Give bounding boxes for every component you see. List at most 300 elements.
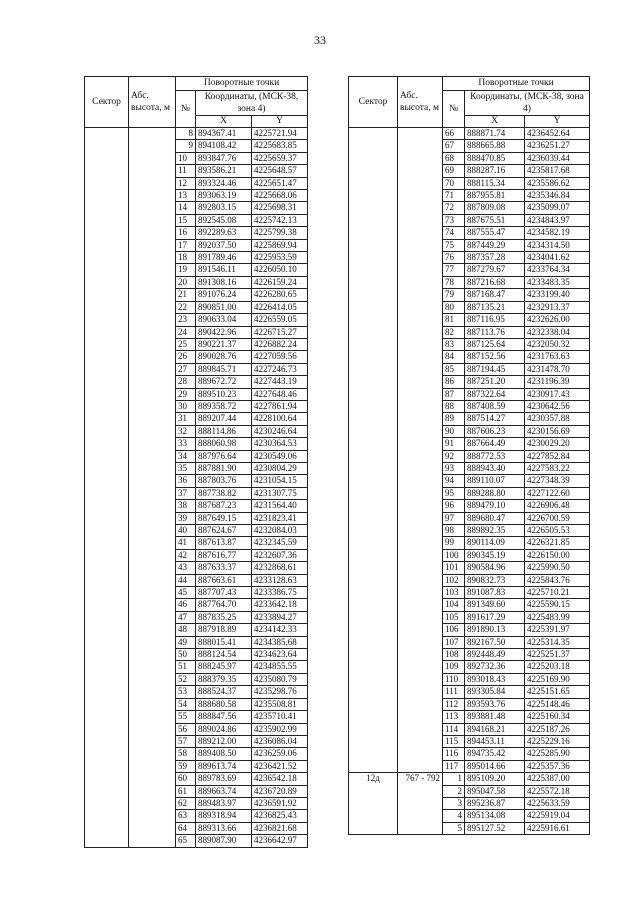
coord-y: 4235817.68: [525, 165, 590, 177]
coord-x: 890584.96: [465, 562, 525, 574]
coord-x: 887555.47: [465, 227, 525, 239]
coord-x: 887357.28: [465, 252, 525, 264]
coord-x: 888115.34: [465, 177, 525, 189]
coord-y: 4236039.44: [525, 152, 590, 164]
coord-x: 890345.19: [465, 549, 525, 561]
point-number: 77: [443, 264, 465, 276]
point-number: 64: [176, 822, 196, 834]
coord-x: 889024.86: [196, 723, 252, 735]
coord-y: 4225799.38: [252, 227, 308, 239]
coord-y: 4233128.63: [252, 574, 308, 586]
point-number: 58: [176, 748, 196, 760]
coord-x: 895047.58: [465, 785, 525, 797]
header-turning-points: Поворотные точки: [176, 77, 308, 91]
point-number: 91: [443, 438, 465, 450]
coord-x: 888847.56: [196, 711, 252, 723]
coord-x: 889207.44: [196, 413, 252, 425]
point-number: 81: [443, 314, 465, 326]
coord-x: 893018.43: [465, 673, 525, 685]
coord-y: 4234855.55: [252, 661, 308, 673]
point-number: 102: [443, 574, 465, 586]
coord-y: 4235710.41: [252, 711, 308, 723]
coord-y: 4225572.18: [525, 785, 590, 797]
point-number: 72: [443, 202, 465, 214]
coord-x: 890851.00: [196, 301, 252, 313]
coord-y: 4232626.00: [525, 314, 590, 326]
coord-y: 4226414.05: [252, 301, 308, 313]
coord-y: 4236452.64: [525, 128, 590, 140]
coord-y: 4227648.46: [252, 388, 308, 400]
coord-y: 4226882.24: [252, 338, 308, 350]
coord-y: 4236542.18: [252, 773, 308, 785]
point-number: 12: [176, 177, 196, 189]
point-number: 1: [443, 773, 465, 785]
coord-x: 888470.85: [465, 152, 525, 164]
coord-x: 887803.76: [196, 475, 252, 487]
coord-x: 891890.13: [465, 624, 525, 636]
coord-y: 4227059.56: [252, 351, 308, 363]
point-number: 3: [443, 797, 465, 809]
point-number: 19: [176, 264, 196, 276]
coord-y: 4227861.94: [252, 400, 308, 412]
coord-y: 4230549.06: [252, 450, 308, 462]
coord-x: 892545.08: [196, 214, 252, 226]
point-number: 61: [176, 785, 196, 797]
coord-y: 4226321.85: [525, 537, 590, 549]
coord-x: 887135.21: [465, 301, 525, 313]
coord-y: 4234582.19: [525, 227, 590, 239]
point-number: 107: [443, 636, 465, 648]
coord-y: 4230029.20: [525, 438, 590, 450]
coord-y: 4228100.64: [252, 413, 308, 425]
coord-y: 4225391.97: [525, 624, 590, 636]
coord-y: 4235346.84: [525, 190, 590, 202]
coord-x: 887116.95: [465, 314, 525, 326]
coord-y: 4225651.47: [252, 177, 308, 189]
coord-y: 4225169.90: [525, 673, 590, 685]
coord-y: 4235508.81: [252, 698, 308, 710]
point-number: 36: [176, 475, 196, 487]
point-number: 87: [443, 388, 465, 400]
coord-x: 894168.21: [465, 723, 525, 735]
header-y: Y: [252, 116, 308, 128]
coord-y: 4233764.34: [525, 264, 590, 276]
point-number: 52: [176, 673, 196, 685]
coord-x: 889087.90: [196, 835, 252, 847]
point-number: 29: [176, 388, 196, 400]
coord-x: 888287.16: [465, 165, 525, 177]
point-number: 57: [176, 735, 196, 747]
point-number: 71: [443, 190, 465, 202]
point-number: 95: [443, 487, 465, 499]
point-number: 30: [176, 400, 196, 412]
abs-height-cell: [398, 128, 443, 773]
point-number: 93: [443, 462, 465, 474]
coord-y: 4225357.36: [525, 760, 590, 772]
coord-x: 891087.83: [465, 587, 525, 599]
point-number: 42: [176, 549, 196, 561]
point-number: 32: [176, 425, 196, 437]
coord-x: 891349.60: [465, 599, 525, 611]
header-number: №: [176, 91, 196, 128]
point-number: 18: [176, 252, 196, 264]
point-number: 28: [176, 376, 196, 388]
coord-x: 890221.37: [196, 338, 252, 350]
coord-x: 893847.76: [196, 152, 252, 164]
coord-y: 4234041.62: [525, 252, 590, 264]
point-number: 37: [176, 487, 196, 499]
point-number: 114: [443, 723, 465, 735]
coord-x: 889313.66: [196, 822, 252, 834]
coord-x: 887216.68: [465, 276, 525, 288]
point-number: 84: [443, 351, 465, 363]
coord-y: 4225742.13: [252, 214, 308, 226]
coord-x: 887606.23: [465, 425, 525, 437]
point-number: 2: [443, 785, 465, 797]
coord-x: 887633.37: [196, 562, 252, 574]
point-number: 44: [176, 574, 196, 586]
coord-y: 4235902.99: [252, 723, 308, 735]
point-number: 101: [443, 562, 465, 574]
point-number: 117: [443, 760, 465, 772]
coord-y: 4226159.24: [252, 276, 308, 288]
coord-y: 4233483.35: [525, 276, 590, 288]
coord-x: 891076.24: [196, 289, 252, 301]
coord-y: 4225919.04: [525, 810, 590, 822]
coord-x: 892448.49: [465, 649, 525, 661]
coord-x: 888060.98: [196, 438, 252, 450]
coord-x: 891308.16: [196, 276, 252, 288]
coord-x: 890832.73: [465, 574, 525, 586]
coord-x: 888379.35: [196, 673, 252, 685]
point-number: 88: [443, 400, 465, 412]
coord-x: 889483.97: [196, 797, 252, 809]
coord-y: 4236720.89: [252, 785, 308, 797]
coord-y: 4225869.94: [252, 239, 308, 251]
coord-y: 4227246.73: [252, 363, 308, 375]
coord-y: 4231823.41: [252, 512, 308, 524]
point-number: 60: [176, 773, 196, 785]
coord-x: 887168.47: [465, 289, 525, 301]
point-number: 78: [443, 276, 465, 288]
header-turning-points: Поворотные точки: [443, 77, 590, 91]
coord-y: 4225683.85: [252, 140, 308, 152]
coord-x: 887764.70: [196, 599, 252, 611]
point-number: 55: [176, 711, 196, 723]
point-number: 86: [443, 376, 465, 388]
page-number: 33: [314, 33, 326, 47]
coord-x: 887649.15: [196, 512, 252, 524]
coord-y: 4225148.46: [525, 698, 590, 710]
coord-x: 889358.72: [196, 400, 252, 412]
header-abs-height: Абс. высота, м: [398, 77, 443, 128]
coord-x: 888665.88: [465, 140, 525, 152]
point-number: 110: [443, 673, 465, 685]
coord-x: 889110.07: [465, 475, 525, 487]
coord-y: 4230642.56: [525, 400, 590, 412]
coord-x: 887279.67: [465, 264, 525, 276]
coord-x: 887664.49: [465, 438, 525, 450]
point-number: 74: [443, 227, 465, 239]
point-number: 73: [443, 214, 465, 226]
point-number: 62: [176, 797, 196, 809]
point-number: 34: [176, 450, 196, 462]
point-number: 21: [176, 289, 196, 301]
point-number: 65: [176, 835, 196, 847]
coord-y: 4232050.32: [525, 338, 590, 350]
coord-x: 887514.27: [465, 413, 525, 425]
coord-y: 4225187.26: [525, 723, 590, 735]
point-number: 27: [176, 363, 196, 375]
coord-x: 894367.41: [196, 128, 252, 140]
point-number: 43: [176, 562, 196, 574]
coord-y: 4233894.27: [252, 611, 308, 623]
coord-y: 4225314.35: [525, 636, 590, 648]
coord-x: 892289.63: [196, 227, 252, 239]
point-number: 97: [443, 512, 465, 524]
coord-x: 889845.71: [196, 363, 252, 375]
point-number: 66: [443, 128, 465, 140]
coord-x: 887675.51: [465, 214, 525, 226]
point-number: 111: [443, 686, 465, 698]
coord-y: 4235080.79: [252, 673, 308, 685]
point-number: 79: [443, 289, 465, 301]
coord-x: 887408.59: [465, 400, 525, 412]
table-row: [85, 128, 308, 140]
sector-cell: 12д: [349, 773, 398, 835]
point-number: 24: [176, 326, 196, 338]
coord-x: 890028.76: [196, 351, 252, 363]
point-number: 14: [176, 202, 196, 214]
sector-cell: [349, 128, 398, 773]
table-row: [349, 773, 590, 785]
point-number: 85: [443, 363, 465, 375]
point-number: 9: [176, 140, 196, 152]
coord-y: 4236591.92: [252, 797, 308, 809]
sector-cell: [85, 128, 129, 848]
point-number: 105: [443, 611, 465, 623]
coord-y: 4226906.48: [525, 500, 590, 512]
coord-y: 4225229.16: [525, 735, 590, 747]
coord-x: 891546.11: [196, 264, 252, 276]
coord-y: 4225659.37: [252, 152, 308, 164]
coord-y: 4231307.75: [252, 487, 308, 499]
point-number: 35: [176, 462, 196, 474]
point-number: 59: [176, 760, 196, 772]
coord-y: 4225916.61: [525, 822, 590, 834]
coord-y: 4232345.59: [252, 537, 308, 549]
coord-x: 887613.87: [196, 537, 252, 549]
header-sector: Сектор: [349, 77, 398, 128]
point-number: 38: [176, 500, 196, 512]
point-number: 50: [176, 649, 196, 661]
point-number: 31: [176, 413, 196, 425]
header-x: X: [465, 116, 525, 128]
coord-x: 893881.48: [465, 711, 525, 723]
header-coordinates: Координаты, (МСК-38, зона 4): [196, 91, 308, 116]
point-number: 112: [443, 698, 465, 710]
abs-height-cell: [129, 128, 176, 848]
coord-y: 4236642.97: [252, 835, 308, 847]
coord-x: 888524.37: [196, 686, 252, 698]
coord-y: 4230246.64: [252, 425, 308, 437]
point-number: 13: [176, 190, 196, 202]
coord-y: 4225285.90: [525, 748, 590, 760]
coord-x: 894735.42: [465, 748, 525, 760]
coord-y: 4231564.40: [252, 500, 308, 512]
coord-x: 889318.94: [196, 810, 252, 822]
coord-x: 888124.54: [196, 649, 252, 661]
coord-x: 891617.29: [465, 611, 525, 623]
coord-x: 887113.76: [465, 326, 525, 338]
point-number: 69: [443, 165, 465, 177]
coord-x: 889212.00: [196, 735, 252, 747]
coord-x: 887955.81: [465, 190, 525, 202]
coord-x: 888871.74: [465, 128, 525, 140]
point-number: 100: [443, 549, 465, 561]
coord-y: 4226559.05: [252, 314, 308, 326]
coordinates-table-left: [84, 76, 308, 848]
header-sector: Сектор: [85, 77, 129, 128]
coord-x: 890633.04: [196, 314, 252, 326]
coord-x: 894453.11: [465, 735, 525, 747]
point-number: 76: [443, 252, 465, 264]
coord-x: 888680.58: [196, 698, 252, 710]
coord-x: 892803.15: [196, 202, 252, 214]
point-number: 106: [443, 624, 465, 636]
point-number: 15: [176, 214, 196, 226]
coord-y: 4225633.59: [525, 797, 590, 809]
point-number: 53: [176, 686, 196, 698]
coord-x: 895127.52: [465, 822, 525, 834]
point-number: 16: [176, 227, 196, 239]
point-number: 22: [176, 301, 196, 313]
coordinates-table-right: [348, 76, 590, 835]
coord-y: 4236825.43: [252, 810, 308, 822]
coord-x: 888245.97: [196, 661, 252, 673]
header-x: X: [196, 116, 252, 128]
coord-y: 4225387.00: [525, 773, 590, 785]
point-number: 41: [176, 537, 196, 549]
coord-x: 891789.46: [196, 252, 252, 264]
table-row: [349, 128, 590, 140]
coord-x: 887738.82: [196, 487, 252, 499]
coord-y: 4225710.21: [525, 587, 590, 599]
coord-y: 4227348.39: [525, 475, 590, 487]
coord-y: 4230364.53: [252, 438, 308, 450]
coord-x: 887152.56: [465, 351, 525, 363]
coord-x: 893305.84: [465, 686, 525, 698]
point-number: 99: [443, 537, 465, 549]
point-number: 25: [176, 338, 196, 350]
coord-x: 890422.96: [196, 326, 252, 338]
coord-y: 4230357.88: [525, 413, 590, 425]
point-number: 108: [443, 649, 465, 661]
coord-y: 4234623.64: [252, 649, 308, 661]
coord-x: 888015.41: [196, 636, 252, 648]
coord-x: 895236.87: [465, 797, 525, 809]
coord-x: 887251.20: [465, 376, 525, 388]
coord-y: 4225648.57: [252, 165, 308, 177]
coord-x: 893324.46: [196, 177, 252, 189]
point-number: 103: [443, 587, 465, 599]
coord-x: 887194.45: [465, 363, 525, 375]
coord-y: 4225698.31: [252, 202, 308, 214]
point-number: 47: [176, 611, 196, 623]
coord-y: 4233199.40: [525, 289, 590, 301]
point-number: 80: [443, 301, 465, 313]
point-number: 46: [176, 599, 196, 611]
coord-x: 894108.42: [196, 140, 252, 152]
coord-y: 4236251.27: [525, 140, 590, 152]
coord-y: 4225721.94: [252, 128, 308, 140]
coord-x: 895014.66: [465, 760, 525, 772]
coord-x: 889892.35: [465, 525, 525, 537]
coord-x: 887881.90: [196, 462, 252, 474]
coord-x: 887449.29: [465, 239, 525, 251]
point-number: 113: [443, 711, 465, 723]
coord-y: 4225843.76: [525, 574, 590, 586]
coord-y: 4232084.03: [252, 525, 308, 537]
point-number: 70: [443, 177, 465, 189]
coord-y: 4236259.06: [252, 748, 308, 760]
coord-x: 892732.36: [465, 661, 525, 673]
coord-x: 889613.74: [196, 760, 252, 772]
header-number: №: [443, 91, 465, 128]
coord-y: 4227583.22: [525, 462, 590, 474]
point-number: 45: [176, 587, 196, 599]
coord-y: 4233642.18: [252, 599, 308, 611]
point-number: 10: [176, 152, 196, 164]
coord-y: 4225953.59: [252, 252, 308, 264]
point-number: 56: [176, 723, 196, 735]
point-number: 89: [443, 413, 465, 425]
coord-y: 4235099.07: [525, 202, 590, 214]
coord-y: 4225990.50: [525, 562, 590, 574]
point-number: 82: [443, 326, 465, 338]
coord-x: 892037.50: [196, 239, 252, 251]
coord-y: 4234843.97: [525, 214, 590, 226]
header-coordinates: Координаты, (МСК-38, зона 4): [465, 91, 590, 116]
coord-x: 888772.53: [465, 450, 525, 462]
coord-y: 4227122.60: [525, 487, 590, 499]
coord-x: 888114.86: [196, 425, 252, 437]
point-number: 90: [443, 425, 465, 437]
coord-y: 4232868.61: [252, 562, 308, 574]
coord-y: 4234385.68: [252, 636, 308, 648]
coord-y: 4236086.04: [252, 735, 308, 747]
coord-x: 893586.21: [196, 165, 252, 177]
point-number: 39: [176, 512, 196, 524]
coord-y: 4225251.37: [525, 649, 590, 661]
coord-y: 4230156.69: [525, 425, 590, 437]
coord-x: 887918.89: [196, 624, 252, 636]
point-number: 4: [443, 810, 465, 822]
point-number: 98: [443, 525, 465, 537]
coord-y: 4225668.06: [252, 190, 308, 202]
point-number: 116: [443, 748, 465, 760]
header-y: Y: [525, 116, 590, 128]
coord-x: 887663.61: [196, 574, 252, 586]
coord-x: 887976.64: [196, 450, 252, 462]
coord-x: 895109.20: [465, 773, 525, 785]
coord-y: 4226505.53: [525, 525, 590, 537]
coord-y: 4236821.68: [252, 822, 308, 834]
coord-x: 887616.77: [196, 549, 252, 561]
coord-y: 4226715.27: [252, 326, 308, 338]
point-number: 40: [176, 525, 196, 537]
coord-x: 890114.09: [465, 537, 525, 549]
